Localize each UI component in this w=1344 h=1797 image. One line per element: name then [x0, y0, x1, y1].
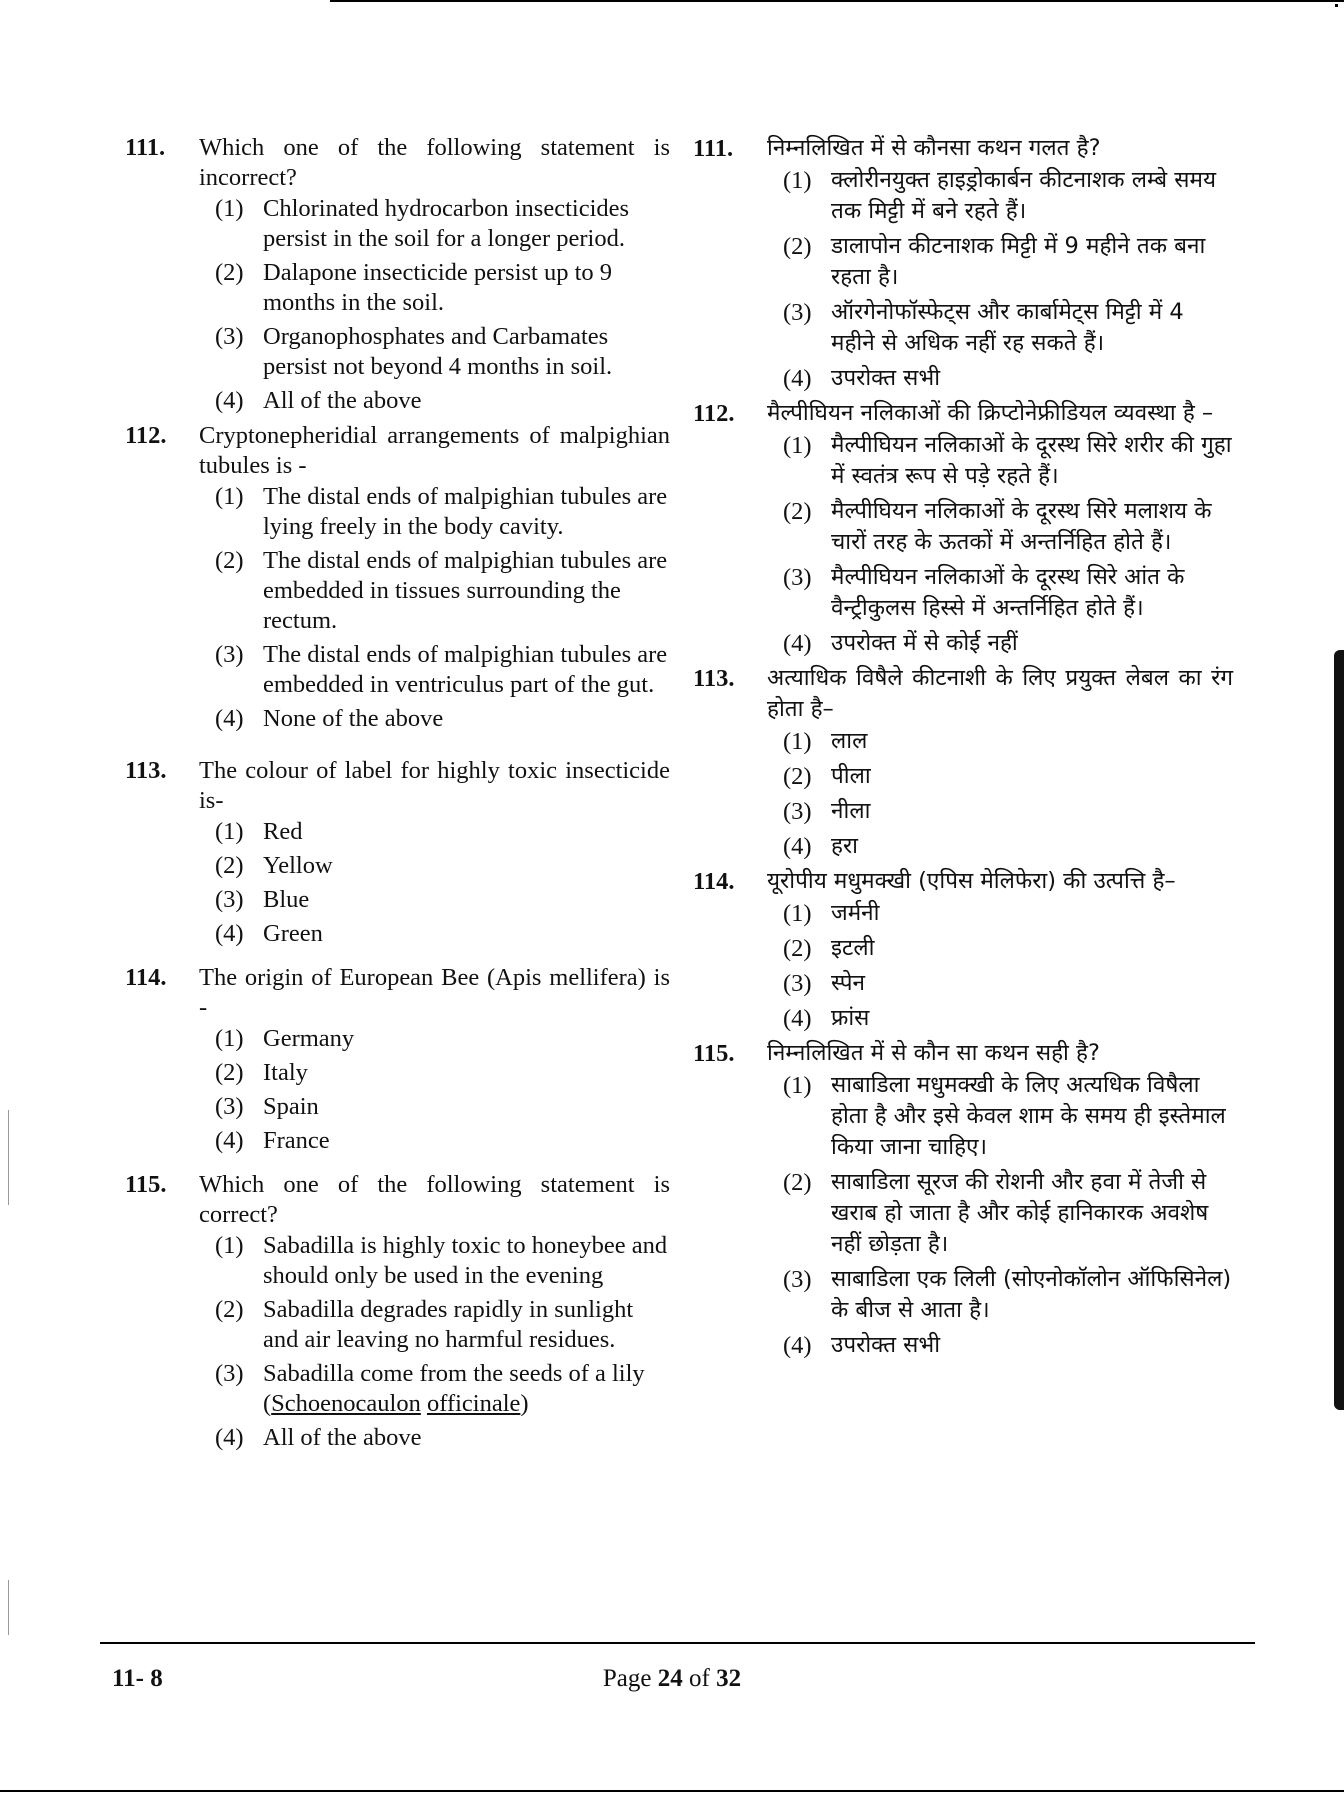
- option-2: [215, 546, 670, 636]
- option-4: [215, 919, 670, 949]
- option-text: फ्रांस: [831, 1005, 870, 1031]
- option-3: [215, 885, 670, 915]
- option-number: (4): [215, 387, 244, 414]
- options: [199, 817, 670, 949]
- option-1: [215, 194, 670, 254]
- option-number: (1): [783, 728, 812, 755]
- option-number: (3): [783, 564, 812, 591]
- footer-divider: [100, 1642, 1255, 1644]
- option-text: पीला: [831, 763, 871, 789]
- option-text: The distal ends of malpighian tubules are lying freely in the body cavity.: [263, 483, 668, 540]
- option-2: [783, 231, 1233, 293]
- question-number: 112.: [693, 400, 735, 427]
- option-text: नीला: [831, 798, 871, 824]
- option-number: (3): [783, 299, 812, 326]
- option-1: [783, 898, 1233, 929]
- option-text: इटली: [831, 935, 875, 961]
- option-number: (2): [215, 259, 244, 286]
- option-text: Sabadilla come from the seeds of a lily (Schoenocaulon officinale): [263, 1360, 645, 1417]
- option-2: [783, 1167, 1233, 1260]
- question-112: [125, 421, 670, 734]
- option-text: मैल्पीघियन नलिकाओं के दूरस्थ सिरे मलाशय के चारों तरह के ऊतकों में अन्तर्निहित होते हैं।: [831, 498, 1212, 555]
- bottom-border-line: [0, 1790, 1344, 1792]
- question-number: 115.: [693, 1040, 735, 1067]
- option-3: [783, 562, 1233, 624]
- current-page: 24: [657, 1665, 683, 1692]
- option-number: (4): [215, 1127, 244, 1154]
- options: [767, 726, 1233, 862]
- option-number: (1): [783, 432, 812, 459]
- option-number: (4): [783, 833, 812, 860]
- option-text: Italy: [263, 1059, 308, 1086]
- genus-name: Schoenocaulon: [271, 1390, 421, 1417]
- option-4: [783, 628, 1233, 659]
- option-number: (2): [215, 547, 244, 574]
- question-text: The origin of European Bee (Apis mellifera) is -: [199, 964, 670, 1021]
- option-number: (1): [215, 818, 244, 845]
- question-number: 112.: [125, 422, 167, 449]
- question-114-hindi: [693, 866, 1233, 1034]
- option-2: [783, 933, 1233, 964]
- option-number: (3): [783, 970, 812, 997]
- scan-binding-shadow: [1334, 650, 1344, 1410]
- option-number: (2): [783, 1169, 812, 1196]
- option-number: (4): [783, 630, 812, 657]
- option-text: मैल्पीघियन नलिकाओं के दूरस्थ सिरे शरीर की गुहा में स्वतंत्र रूप से पड़े रहते हैं।: [831, 432, 1232, 489]
- option-number: (3): [215, 1360, 244, 1387]
- options: [767, 165, 1233, 394]
- question-115-hindi: [693, 1038, 1233, 1361]
- option-2: [215, 258, 670, 318]
- option-number: (3): [215, 886, 244, 913]
- question-111-hindi: [693, 133, 1233, 394]
- question-112-hindi: [693, 398, 1233, 659]
- option-text: Sabadilla is highly toxic to honeybee and should only be used in the evening: [263, 1232, 668, 1289]
- question-number: 113.: [125, 757, 167, 784]
- option-number: (3): [783, 1266, 812, 1293]
- question-text: मैल्पीघियन नलिकाओं की क्रिप्टोनेफ्रीडियल व्यवस्था है –: [767, 400, 1214, 426]
- question-number: 111.: [125, 134, 166, 161]
- option-4: [215, 704, 670, 734]
- option-4: [783, 363, 1233, 394]
- option-3: [215, 1092, 670, 1122]
- option-text: Dalapone insecticide persist up to 9 months in the soil.: [263, 259, 613, 316]
- option-number: (4): [215, 705, 244, 732]
- option-4: [215, 1423, 670, 1453]
- question-text: Cryptonepheridial arrangements of malpighian tubules is -: [199, 422, 670, 479]
- option-text: हरा: [831, 833, 858, 859]
- option-3: [215, 1359, 670, 1419]
- option-4: [215, 1126, 670, 1156]
- option-text: All of the above: [263, 387, 422, 414]
- option-number: (1): [783, 900, 812, 927]
- options: [767, 1070, 1233, 1361]
- option-number: (1): [783, 1072, 812, 1099]
- option-number: (3): [215, 323, 244, 350]
- option-1: [783, 1070, 1233, 1163]
- paper-code: 11- 8: [112, 1665, 163, 1692]
- option-number: (2): [783, 763, 812, 790]
- option-text: जर्मनी: [831, 900, 880, 926]
- question-number: 111.: [693, 135, 734, 162]
- corner-mark: [1335, 4, 1338, 7]
- option-2: [215, 1295, 670, 1355]
- option-number: (1): [783, 167, 812, 194]
- option-4: [783, 1003, 1233, 1034]
- hindi-column: [693, 133, 1233, 1365]
- scan-edge-line: [8, 1580, 9, 1635]
- option-text: स्पेन: [831, 970, 866, 996]
- option-1: [783, 430, 1233, 492]
- option-number: (2): [215, 852, 244, 879]
- option-3: [215, 640, 670, 700]
- option-1: [215, 1231, 670, 1291]
- option-number: (4): [215, 1424, 244, 1451]
- option-2: [783, 761, 1233, 792]
- option-text: All of the above: [263, 1424, 422, 1451]
- total-pages: 32: [716, 1665, 742, 1692]
- option-text: ऑरगेनोफॉस्फेट्स और कार्बामेट्स मिट्टी में 4 महीने से अधिक नहीं रह सकते हैं।: [831, 299, 1184, 356]
- option-number: (1): [215, 483, 244, 510]
- question-text: अत्याधिक विषैले कीटनाशी के लिए प्रयुक्त लेबल का रंग होता है–: [767, 665, 1233, 722]
- question-number: 115.: [125, 1171, 167, 1198]
- option-2: [215, 1058, 670, 1088]
- option-3: [783, 297, 1233, 359]
- option-number: (4): [215, 920, 244, 947]
- question-number: 114.: [125, 964, 167, 991]
- option-2: [215, 851, 670, 881]
- option-text: Blue: [263, 886, 310, 913]
- option-text: मैल्पीघियन नलिकाओं के दूरस्थ सिरे आंत के वैन्ट्रीकुलस हिस्से में अन्तर्निहित होते हैं।: [831, 564, 1185, 621]
- species-name: officinale: [426, 1390, 521, 1417]
- option-text: उपरोक्त सभी: [831, 1332, 941, 1358]
- option-text: Yellow: [263, 852, 333, 879]
- option-2: [783, 496, 1233, 558]
- option-text: Red: [263, 818, 303, 845]
- option-number: (1): [215, 195, 244, 222]
- option-4: [783, 1330, 1233, 1361]
- option-text: France: [263, 1127, 330, 1154]
- option-1: [783, 165, 1233, 227]
- option-3: [215, 322, 670, 382]
- option-text: Sabadilla degrades rapidly in sunlight and air leaving no harmful residues.: [263, 1296, 634, 1353]
- question-113: [125, 756, 670, 949]
- option-text: Green: [263, 920, 323, 947]
- question-115: [125, 1170, 670, 1453]
- question-text: Which one of the following statement is incorrect?: [199, 134, 670, 191]
- option-number: (2): [215, 1059, 244, 1086]
- option-text: Chlorinated hydrocarbon insecticides persist in the soil for a longer period.: [263, 195, 630, 252]
- question-text: यूरोपीय मधुमक्खी (एपिस मेलिफेरा) की उत्पत्ति है–: [767, 868, 1176, 894]
- options: [199, 482, 670, 734]
- option-text: साबाडिला मधुमक्खी के लिए अत्यधिक विषैला होता है और इसे केवल शाम के समय ही इस्तेमाल किया जाना चाहिए।: [831, 1072, 1226, 1160]
- option-number: (4): [783, 1005, 812, 1032]
- option-3: [783, 968, 1233, 999]
- option-text: Germany: [263, 1025, 355, 1052]
- option-3: [783, 1264, 1233, 1326]
- question-text: Which one of the following statement is correct?: [199, 1171, 670, 1228]
- option-number: (2): [215, 1296, 244, 1323]
- options: [767, 898, 1233, 1034]
- options: [199, 194, 670, 416]
- option-text: क्लोरीनयुक्त हाइड्रोकार्बन कीटनाशक लम्बे समय तक मिट्टी में बने रहते हैं।: [831, 167, 1217, 224]
- question-111: [125, 133, 670, 416]
- option-number: (3): [215, 1093, 244, 1120]
- option-text: उपरोक्त में से कोई नहीं: [831, 630, 1018, 656]
- question-number: 114.: [693, 868, 735, 895]
- option-number: (4): [783, 1332, 812, 1359]
- option-number: (2): [783, 498, 812, 525]
- option-number: (2): [783, 935, 812, 962]
- top-border-line: [330, 0, 1344, 2]
- option-number: (1): [215, 1025, 244, 1052]
- option-number: (3): [783, 798, 812, 825]
- question-text: The colour of label for highly toxic insecticide is-: [199, 757, 670, 814]
- option-number: (4): [783, 365, 812, 392]
- option-number: (3): [215, 641, 244, 668]
- option-text: The distal ends of malpighian tubules are embedded in tissues surrounding the rectum.: [263, 547, 668, 634]
- options: [767, 430, 1233, 659]
- option-text: The distal ends of malpighian tubules are embedded in ventriculus part of the gut.: [263, 641, 668, 698]
- option-text: Organophosphates and Carbamates persist not beyond 4 months in soil.: [263, 323, 613, 380]
- option-3: [783, 796, 1233, 827]
- option-1: [215, 1024, 670, 1054]
- option-text: साबाडिला सूरज की रोशनी और हवा में तेजी से खराब हो जाता है और कोई हानिकारक अवशेष नहीं छोड़ता है।: [831, 1169, 1209, 1257]
- options: [199, 1231, 670, 1453]
- option-1: [783, 726, 1233, 757]
- option-text: लाल: [831, 728, 868, 754]
- english-column: [125, 133, 670, 1457]
- option-4: [783, 831, 1233, 862]
- option-4: [215, 386, 670, 416]
- option-text: डालापोन कीटनाशक मिट्टी में 9 महीने तक बना रहता है।: [831, 233, 1206, 290]
- options: [199, 1024, 670, 1156]
- page-number: Page 24 of 32: [602, 1665, 742, 1692]
- option-number: (2): [783, 233, 812, 260]
- option-text: Spain: [263, 1093, 319, 1120]
- option-text: उपरोक्त सभी: [831, 365, 941, 391]
- option-number: (1): [215, 1232, 244, 1259]
- question-text: निम्नलिखित में से कौन सा कथन सही है?: [767, 1040, 1100, 1066]
- option-1: [215, 482, 670, 542]
- question-113-hindi: [693, 663, 1233, 862]
- scan-edge-line: [8, 1110, 9, 1205]
- question-text: निम्नलिखित में से कौनसा कथन गलत है?: [767, 135, 1101, 161]
- option-1: [215, 817, 670, 847]
- question-number: 113.: [693, 665, 735, 692]
- option-text: None of the above: [263, 705, 444, 732]
- question-114: [125, 963, 670, 1156]
- option-text: साबाडिला एक लिली (सोएनोकॉलोन ऑफिसिनेल) के बीज से आता है।: [831, 1266, 1232, 1323]
